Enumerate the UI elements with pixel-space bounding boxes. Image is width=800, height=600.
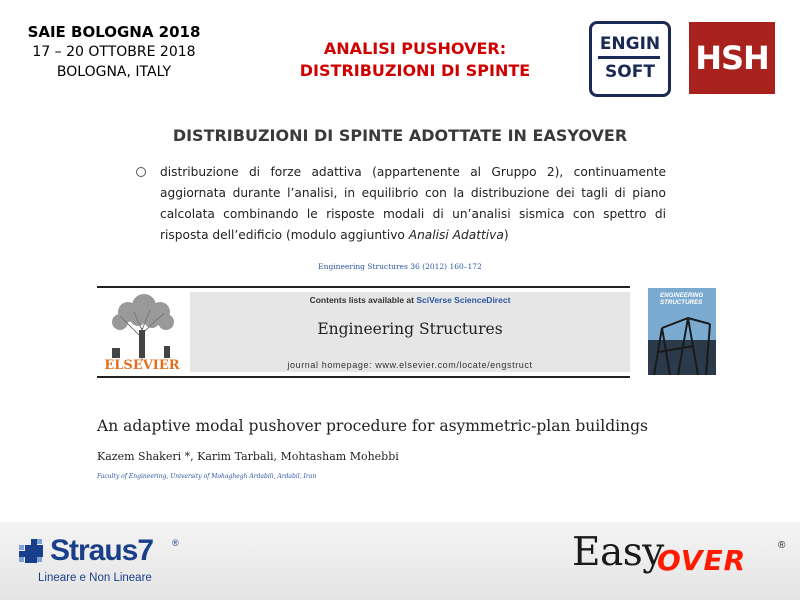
straus7-grid-icon [19, 539, 47, 567]
bullet-text [160, 162, 666, 246]
bullet-text-main: distribuzione di forze adattiva (appartenente al Gruppo 2), continuamente aggiornata durante l’analisi, in equilibrio con la distribuzione dei tagli di piano calcolata combinando le risposte modali di un’analisi sismica con spettro di risposta dell’edificio (modulo aggiuntivo [160, 165, 666, 242]
easyover-logo-easy: Easy [572, 530, 664, 575]
section-heading: DISTRIBUZIONI DI SPINTE ADOTTATE IN EASYOVER [172, 126, 628, 145]
event-info [14, 22, 214, 82]
journal-cover-title-line1: ENGINEERING [660, 292, 704, 299]
article-affiliation: Faculty of Engineering, University of Mohaghegh Ardabili, Ardabil, Iran [97, 473, 317, 480]
straus7-tagline: Lineare e Non Lineare [38, 572, 152, 584]
hsh-logo: HSH [689, 22, 775, 94]
event-dates: 17 – 20 OTTOBRE 2018 [32, 44, 196, 60]
journal-name: Engineering Structures [317, 320, 503, 338]
straus7-logo-text: Straus7 [50, 534, 154, 567]
easyover-registered-mark: ® [778, 540, 786, 551]
journal-cover-title [660, 292, 712, 306]
enginsoft-logo-divider [598, 56, 660, 59]
bullet-text-italic: Analisi Adattiva [408, 228, 504, 242]
straus7-registered-mark: ® [172, 538, 179, 548]
article-title: An adaptive modal pushover procedure for asymmetric-plan buildings [97, 417, 648, 435]
elsevier-wordmark: ELSEVIER [104, 358, 180, 373]
event-title: SAIE BOLOGNA 2018 [27, 23, 201, 41]
contents-line [190, 295, 630, 305]
sciencedirect-link[interactable]: SciVerse ScienceDirect [416, 295, 511, 305]
slide-title-line2: DISTRIBUZIONI DI SPINTE [299, 61, 531, 80]
enginsoft-logo-line2: SOFT [605, 62, 655, 82]
slide-title-line1: ANALISI PUSHOVER: [323, 39, 507, 58]
article-authors: Kazem Shakeri *, Karim Tarbali, Mohtasham Mohebbi [97, 450, 399, 463]
enginsoft-logo [589, 21, 671, 97]
event-place: BOLOGNA, ITALY [56, 64, 172, 80]
enginsoft-logo-line1: ENGIN [599, 34, 661, 54]
bullet-circle-icon [136, 167, 146, 177]
journal-cover-title-line2: STRUCTURES [660, 299, 703, 306]
journal-homepage[interactable]: journal homepage: www.elsevier.com/locate/engstruct [287, 360, 533, 370]
bullet-text-end: ) [503, 228, 509, 242]
slide-title [250, 38, 580, 82]
contents-prefix: Contents lists available at [309, 295, 417, 305]
easyover-logo-over: OVER [657, 544, 747, 577]
paper-citation: Engineering Structures 36 (2012) 160–172 [318, 262, 482, 271]
